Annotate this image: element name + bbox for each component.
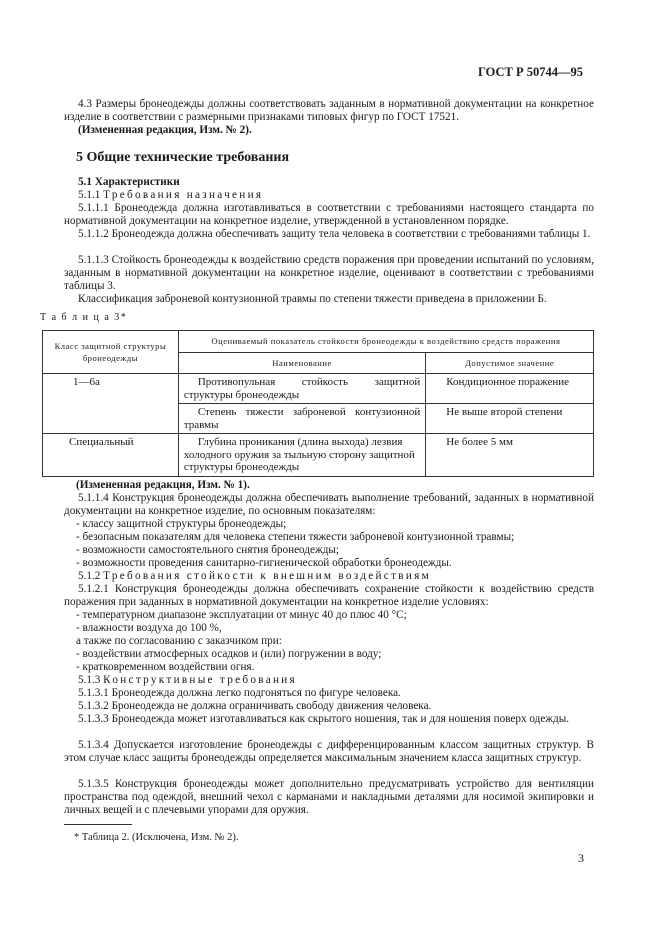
- list-item: - влажности воздуха до 100 %,: [76, 622, 222, 634]
- para-classification: Классификация заброневой контузионной травмы по степени тяжести приведена в приложении Б.: [78, 293, 547, 305]
- table-head-class: Класс защитной структуры бронеодежды: [43, 331, 179, 374]
- para-5-1-3-2: 5.1.3.2 Бронеодежда не должна ограничивать свободу движения человека.: [78, 700, 432, 712]
- table-head-value: Допустимое значение: [426, 352, 594, 374]
- para-5-1-3-1: 5.1.3.1 Бронеодежда должна легко подгоняться по фигуре человека.: [78, 687, 401, 699]
- subsection-5-1-3-heading: [64, 674, 594, 687]
- page-number: 3: [578, 851, 584, 865]
- subsection-5-1-2-number: 5.1.2: [78, 570, 101, 582]
- section-5-title: 5 Общие технические требования: [76, 150, 290, 165]
- footnote: * Таблица 2. (Исключена, Изм. № 2).: [74, 832, 239, 843]
- para-5-1-1-3: 5.1.1.3 Стойкость бронеодежды к воздействию средств поражения при проведении испытаний по условиям, заданным в нормативной документации на конкретное изделие, оценивают в соответствии с требованиями таблицы 3.: [64, 254, 594, 292]
- para-5-1-1-2: 5.1.1.2 Бронеодежда должна обеспечивать защиту тела человека в соответствии с требованиями таблицы 1.: [78, 228, 591, 240]
- table-cell-class: 1—6а: [43, 374, 179, 434]
- subsection-5-1-2-heading: [64, 570, 594, 583]
- subsection-5-1-2-title: Требования стойкости к внешним воздействиям: [103, 570, 431, 582]
- para-5-1-3-4: 5.1.3.4 Допускается изготовление бронеодежды с дифференцированным классом защитных структур. В этом случае класс защиты бронеодежды определяется максимальным значением класса защитных структур.: [64, 739, 594, 764]
- para-5-1-1-4: 5.1.1.4 Конструкция бронеодежды должна обеспечивать выполнение требований, заданных в нормативной документации на конкретное изделие, по основным показателям:: [64, 492, 594, 517]
- footnote-divider: [64, 824, 132, 825]
- list-item: - безопасным показателям для человека степени тяжести заброневой контузионной травмы;: [76, 531, 515, 543]
- table-3-caption: Т а б л и ц а 3*: [40, 312, 128, 323]
- para-5-1-1-1: 5.1.1.1 Бронеодежда должна изготавливаться в соответствии с требованиями настоящего стандарта по нормативной документации на конкретное изделие, утвержденной в установленном порядке.: [64, 202, 594, 227]
- list-item: - классу защитной структуры бронеодежды;: [76, 518, 287, 530]
- subsection-5-1-1-number: 5.1.1: [78, 189, 101, 201]
- para-5-1-3-3: 5.1.3.3 Бронеодежда может изготавливаться как скрытого ношения, так и для ношения поверх одежды.: [78, 713, 570, 725]
- para-5-1-2-1: 5.1.2.1 Конструкция бронеодежды должна обеспечивать сохранение стойкости к воздействию средств поражения при заданных в нормативной документации на конкретное изделие условиях:: [64, 583, 594, 608]
- note-change-2: (Измененная редакция, Изм. № 2).: [78, 124, 252, 136]
- table-head-name: Наименование: [178, 352, 425, 374]
- list-item: - возможности самостоятельного снятия бронеодежды;: [76, 544, 340, 556]
- list-item: - воздействии атмосферных осадков и (или) погружении в воду;: [76, 648, 382, 660]
- table-cell-value: Не выше второй степени: [426, 404, 594, 434]
- subsection-5-1-1-title: Требования назначения: [103, 189, 264, 201]
- table-cell-value: Не более 5 мм: [426, 434, 594, 477]
- list-item: - кратковременном воздействии огня.: [76, 661, 255, 673]
- list-intro: а также по согласованию с заказчиком при:: [76, 635, 282, 647]
- table-row: [43, 374, 594, 404]
- table-cell-value: Кондиционное поражение: [426, 374, 594, 404]
- table-cell-class: Специальный: [43, 434, 179, 477]
- subsection-5-1-title: 5.1 Характеристики: [78, 176, 180, 188]
- subsection-5-1-3-number: 5.1.3: [78, 674, 101, 686]
- table-row: [43, 434, 594, 477]
- standard-code: ГОСТ Р 50744—95: [477, 65, 583, 79]
- subsection-5-1-3-title: Конструктивные требования: [103, 674, 297, 686]
- table-cell-name: Степень тяжести заброневой контузионной травмы: [178, 404, 425, 434]
- note-change-1: (Измененная редакция, Изм. № 1).: [76, 479, 250, 491]
- table-cell-name: Противопульная стойкость защитной структуры бронеодежды: [178, 374, 425, 404]
- table-head-group: Оцениваемый показатель стойкости бронеодежды к воздействию средств поражения: [178, 331, 593, 353]
- para-4-3: 4.3 Размеры бронеодежды должны соответствовать заданным в нормативной документации на конкретное изделие в соответствии с размерными признаками типовых фигур по ГОСТ 17521.: [64, 98, 594, 123]
- table-cell-name: Глубина проникания (длина выхода) лезвия холодного оружия за тыльную сторону защитной структуры бронеодежды: [178, 434, 425, 477]
- table-3: [42, 330, 594, 477]
- para-5-1-3-5: 5.1.3.5 Конструкция бронеодежды может дополнительно предусматривать устройство для вентиляции пространства под одеждой, внешний чехол с карманами и накладными деталями для носимой экипировки и личных вещей и с плечевыми упорами для оружия.: [64, 778, 594, 816]
- list-item: - температурном диапазоне эксплуатации от минус 40 до плюс 40 °С;: [76, 609, 407, 621]
- subsection-5-1-1-heading: [64, 189, 594, 202]
- list-item: - возможности проведения санитарно-гигиенической обработки бронеодежды.: [76, 557, 452, 569]
